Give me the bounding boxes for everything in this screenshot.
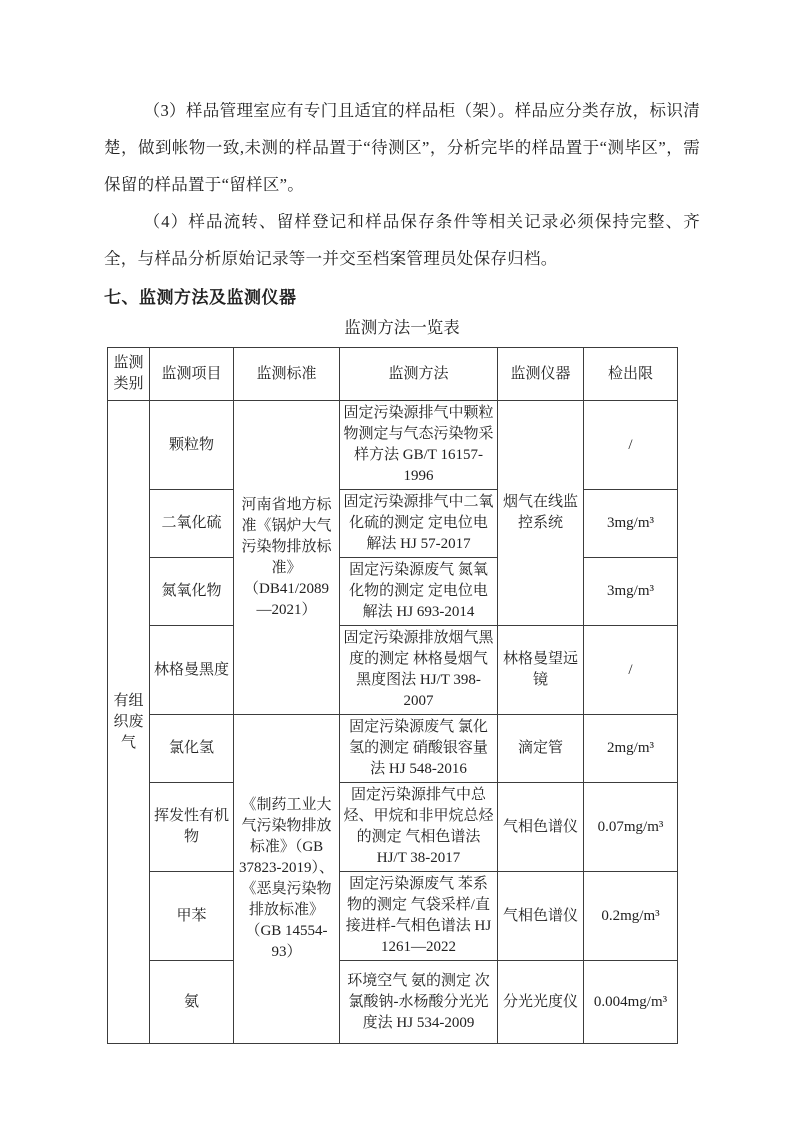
table-row bbox=[108, 715, 678, 783]
header-method: 监测方法 bbox=[340, 348, 498, 401]
cell-item: 林格曼黑度 bbox=[150, 626, 234, 715]
cell-limit: 2mg/m³ bbox=[584, 715, 678, 783]
cell-instrument: 气相色谱仪 bbox=[498, 872, 584, 961]
cell-item: 挥发性有机物 bbox=[150, 783, 234, 872]
cell-item: 氯化氢 bbox=[150, 715, 234, 783]
paragraph-sample-storage: （3）样品管理室应有专门且适宜的样品柜（架）。样品应分类存放，标识清楚，做到帐物一致,未测的样品置于“待测区”，分析完毕的样品置于“测毕区”，需保留的样品置于“留样区”。 bbox=[104, 101, 700, 194]
header-item: 监测项目 bbox=[150, 348, 234, 401]
cell-method: 固定污染源废气 苯系物的测定 气袋采样/直接进样-气相色谱法 HJ 1261—2022 bbox=[340, 872, 498, 961]
cell-item: 氮氧化物 bbox=[150, 558, 234, 626]
cell-method: 固定污染源排气中二氧化硫的测定 定电位电解法 HJ 57-2017 bbox=[340, 490, 498, 558]
cell-method: 环境空气 氨的测定 次氯酸钠-水杨酸分光光度法 HJ 534-2009 bbox=[340, 961, 498, 1044]
cell-method: 固定污染源排气中总烃、甲烷和非甲烷总烃的测定 气相色谱法 HJ/T 38-2017 bbox=[340, 783, 498, 872]
cell-item: 甲苯 bbox=[150, 872, 234, 961]
cell-instrument: 滴定管 bbox=[498, 715, 584, 783]
cell-method: 固定污染源废气 氮氧化物的测定 定电位电解法 HJ 693-2014 bbox=[340, 558, 498, 626]
cell-limit: 3mg/m³ bbox=[584, 490, 678, 558]
cell-method: 固定污染源废气 氯化氢的测定 硝酸银容量法 HJ 548-2016 bbox=[340, 715, 498, 783]
cell-item: 二氧化硫 bbox=[150, 490, 234, 558]
cell-category-organized-waste-gas: 有组织废气 bbox=[108, 401, 150, 1044]
table-row bbox=[108, 490, 678, 558]
table-row bbox=[108, 401, 678, 490]
header-limit: 检出限 bbox=[584, 348, 678, 401]
cell-method: 固定污染源排气中颗粒物测定与气态污染物采样方法 GB/T 16157-1996 bbox=[340, 401, 498, 490]
table-row bbox=[108, 626, 678, 715]
paragraph-sample-records: （4）样品流转、留样登记和样品保存条件等相关记录必须保持完整、齐全，与样品分析原始记录等一并交至档案管理员处保存归档。 bbox=[104, 212, 700, 268]
table-header-row bbox=[108, 348, 678, 401]
table-row bbox=[108, 783, 678, 872]
section-heading-monitoring-methods: 七、监测方法及监测仪器 bbox=[104, 288, 297, 307]
table-row bbox=[108, 872, 678, 961]
cell-standard-boiler: 河南省地方标准《锅炉大气污染物排放标准》（DB41/2089—2021） bbox=[234, 401, 340, 715]
cell-limit: 3mg/m³ bbox=[584, 558, 678, 626]
cell-instrument: 烟气在线监控系统 bbox=[498, 401, 584, 626]
header-category: 监测类别 bbox=[108, 348, 150, 401]
monitoring-methods-table bbox=[107, 347, 678, 1044]
cell-limit: 0.07mg/m³ bbox=[584, 783, 678, 872]
table-row bbox=[108, 558, 678, 626]
cell-limit: 0.004mg/m³ bbox=[584, 961, 678, 1044]
cell-item: 氨 bbox=[150, 961, 234, 1044]
header-standard: 监测标准 bbox=[234, 348, 340, 401]
cell-instrument: 气相色谱仪 bbox=[498, 783, 584, 872]
cell-limit: / bbox=[584, 626, 678, 715]
cell-standard-pharma: 《制药工业大气污染物排放标准》（GB 37823-2019）、《恶臭污染物排放标准》（GB 14554-93） bbox=[234, 715, 340, 1044]
cell-instrument: 林格曼望远镜 bbox=[498, 626, 584, 715]
header-instrument: 监测仪器 bbox=[498, 348, 584, 401]
cell-limit: 0.2mg/m³ bbox=[584, 872, 678, 961]
table-title: 监测方法一览表 bbox=[344, 318, 460, 337]
cell-item: 颗粒物 bbox=[150, 401, 234, 490]
cell-instrument: 分光光度仪 bbox=[498, 961, 584, 1044]
cell-limit: / bbox=[584, 401, 678, 490]
cell-method: 固定污染源排放烟气黑度的测定 林格曼烟气黑度图法 HJ/T 398-2007 bbox=[340, 626, 498, 715]
table-row bbox=[108, 961, 678, 1044]
